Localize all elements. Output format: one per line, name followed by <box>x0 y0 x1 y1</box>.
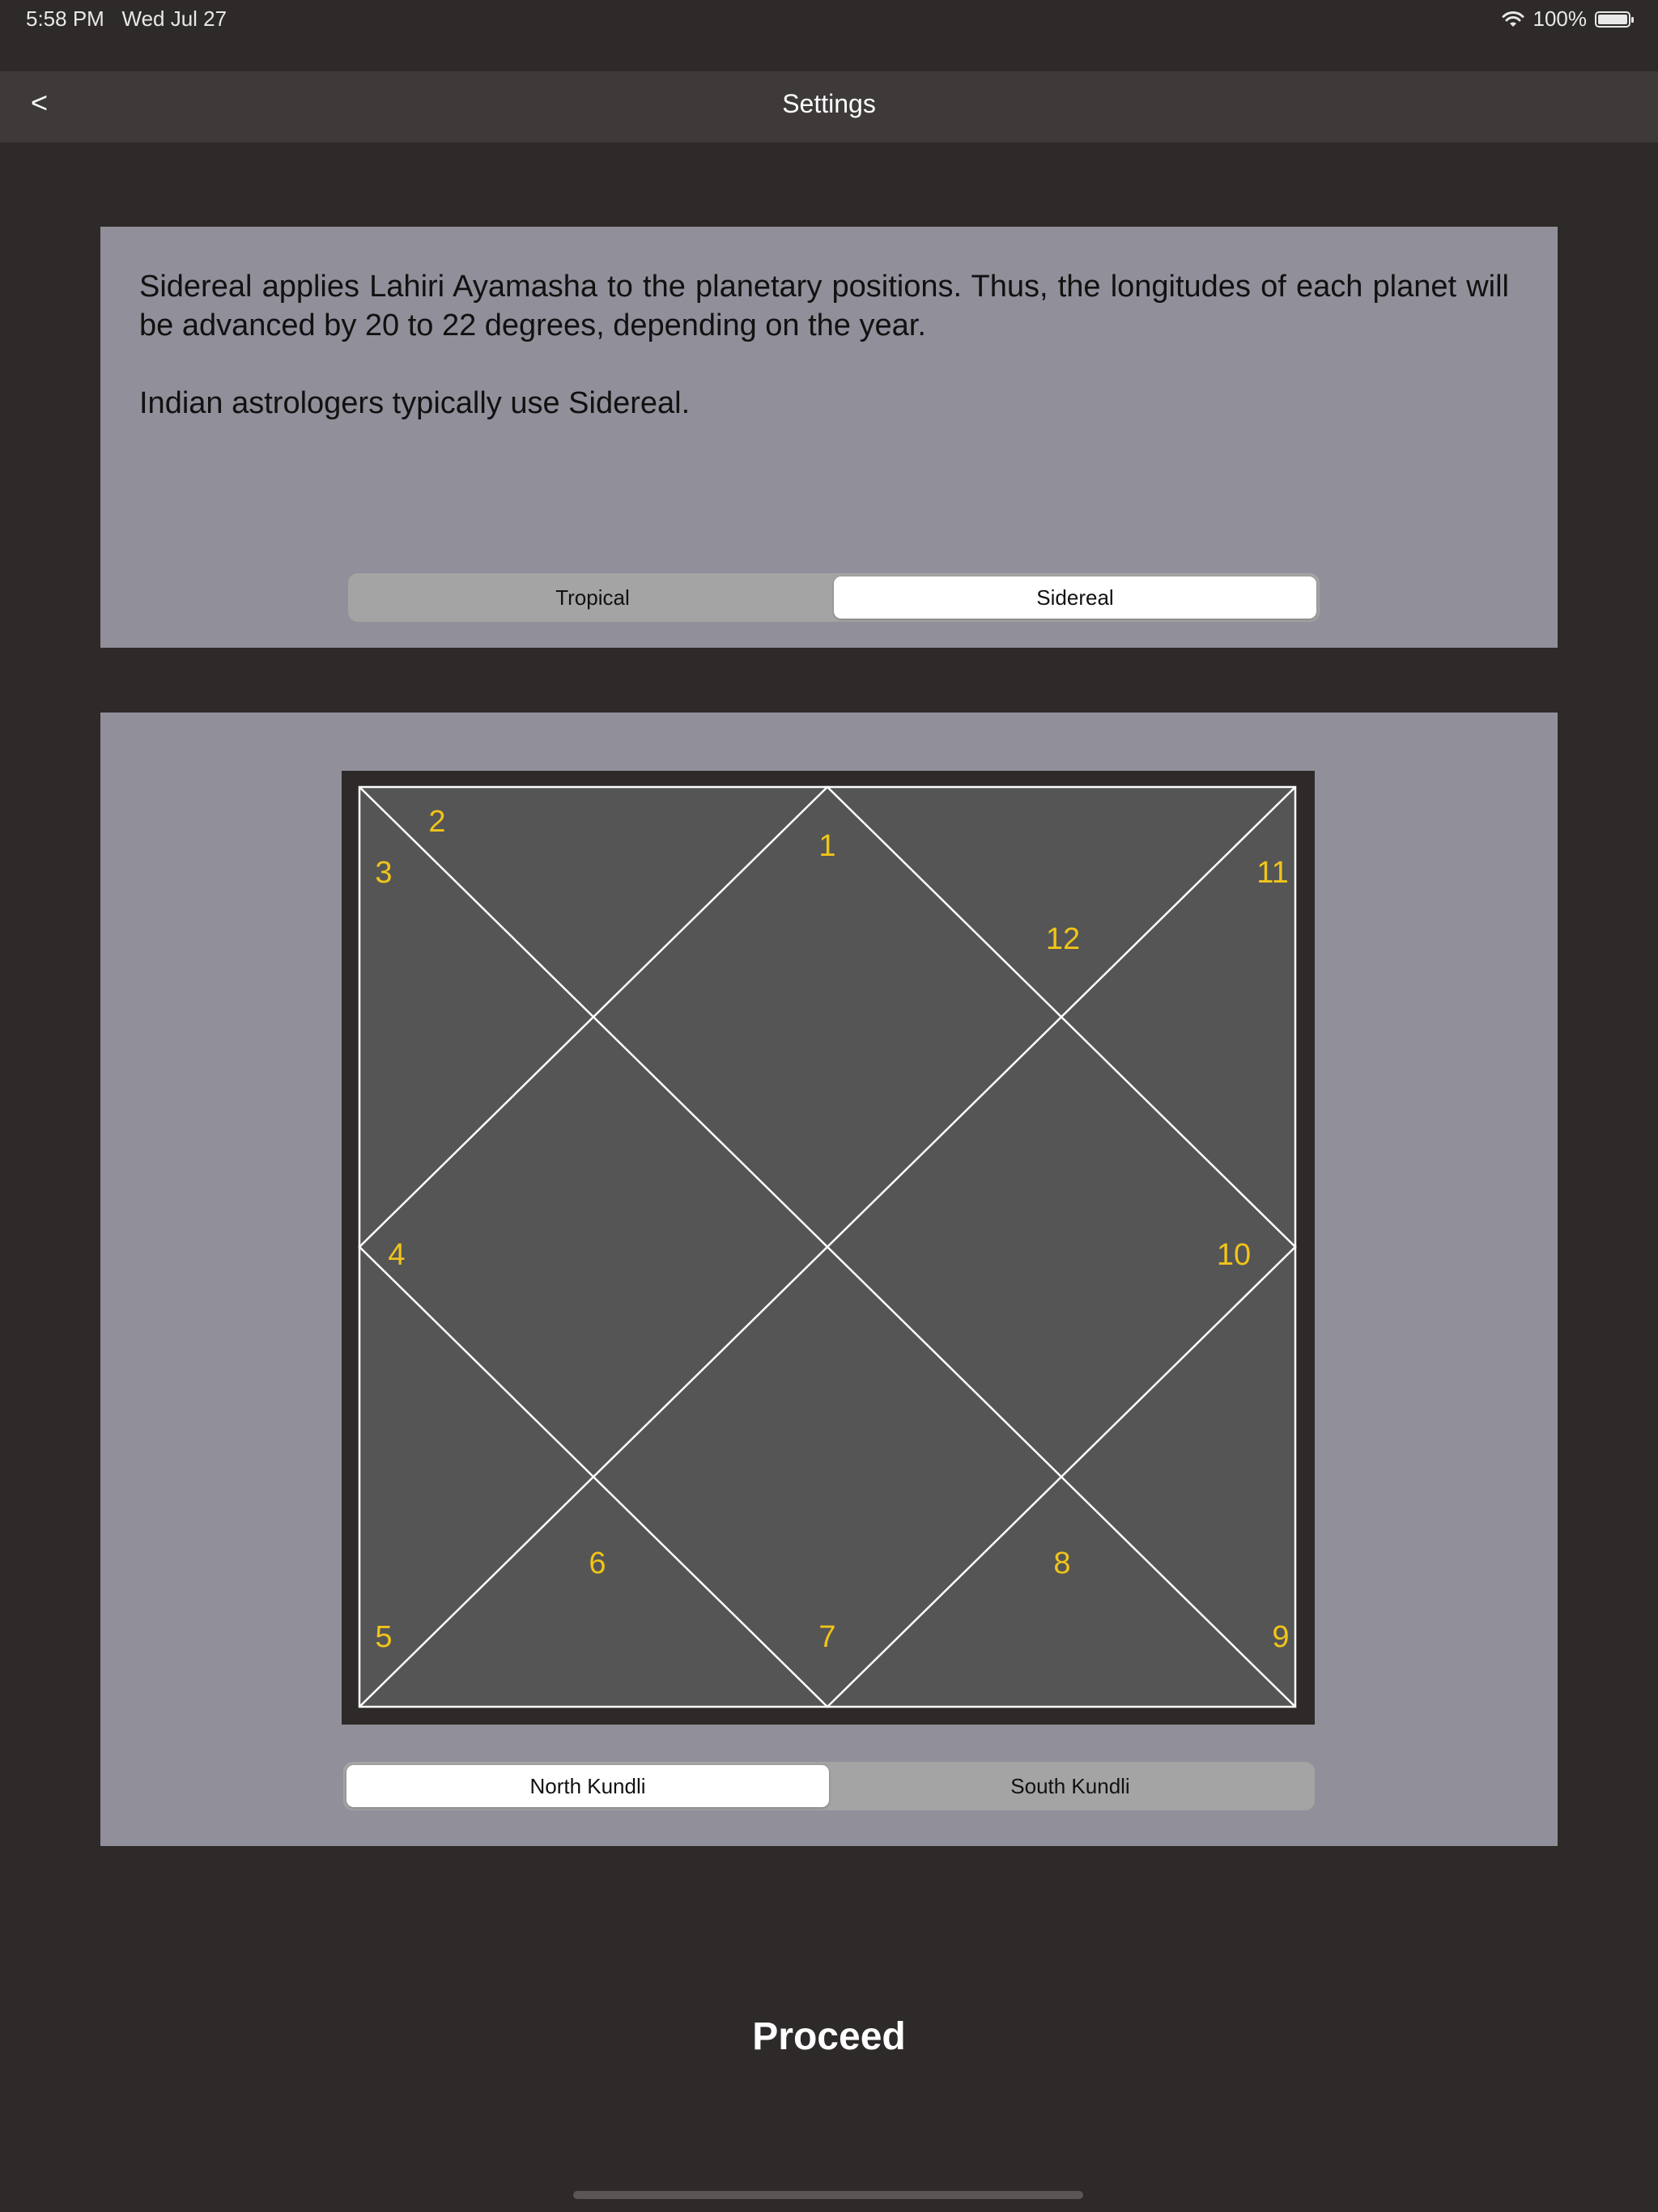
nav-bar <box>0 71 1658 143</box>
house-number-3: 3 <box>375 856 393 891</box>
segment-south-kundli[interactable]: South Kundli <box>1010 1773 1130 1798</box>
segment-tropical[interactable]: Tropical <box>555 585 630 610</box>
zodiac-description-note: Indian astrologers typically use Sidereal. <box>139 386 691 420</box>
status-right <box>1501 6 1631 32</box>
proceed-button[interactable]: Proceed <box>752 2015 906 2058</box>
status-bar <box>0 0 1658 40</box>
chart-style-segmented-control <box>343 1762 1315 1810</box>
battery-icon <box>1595 11 1630 28</box>
kundli-chart-svg <box>342 771 1315 1725</box>
house-number-2: 2 <box>428 805 446 840</box>
house-number-12: 12 <box>1045 922 1081 957</box>
chart-style-panel <box>100 713 1558 1846</box>
house-number-11: 11 <box>1256 856 1289 891</box>
back-button[interactable]: < <box>31 86 49 119</box>
status-time-text: 5:58 PM <box>26 6 104 31</box>
segment-sidereal[interactable]: Sidereal <box>834 576 1316 619</box>
page-title: Settings <box>782 89 876 118</box>
house-number-8: 8 <box>1053 1546 1071 1581</box>
house-number-7: 7 <box>818 1620 836 1655</box>
house-number-4: 4 <box>388 1238 406 1273</box>
status-date-text: Wed Jul 27 <box>121 6 227 31</box>
zodiac-settings-panel <box>100 227 1558 648</box>
status-time <box>26 6 227 32</box>
home-indicator <box>573 2191 1083 2199</box>
segment-north-kundli[interactable]: North Kundli <box>346 1765 829 1807</box>
zodiac-description <box>139 267 1509 462</box>
zodiac-description-text: Sidereal applies Lahiri Ayamasha to the planetary positions. Thus, the longitudes of each planet will be advanced by 20 to 22 degrees, depending on the year. <box>139 270 1509 342</box>
house-number-9: 9 <box>1272 1620 1290 1655</box>
house-number-5: 5 <box>375 1620 393 1655</box>
house-number-1: 1 <box>818 829 836 864</box>
house-number-10: 10 <box>1216 1238 1252 1273</box>
zodiac-segmented-control <box>348 573 1320 622</box>
wifi-icon <box>1501 11 1525 28</box>
house-number-6: 6 <box>589 1546 606 1581</box>
kundli-chart <box>342 771 1315 1725</box>
battery-percent: 100% <box>1533 6 1587 31</box>
